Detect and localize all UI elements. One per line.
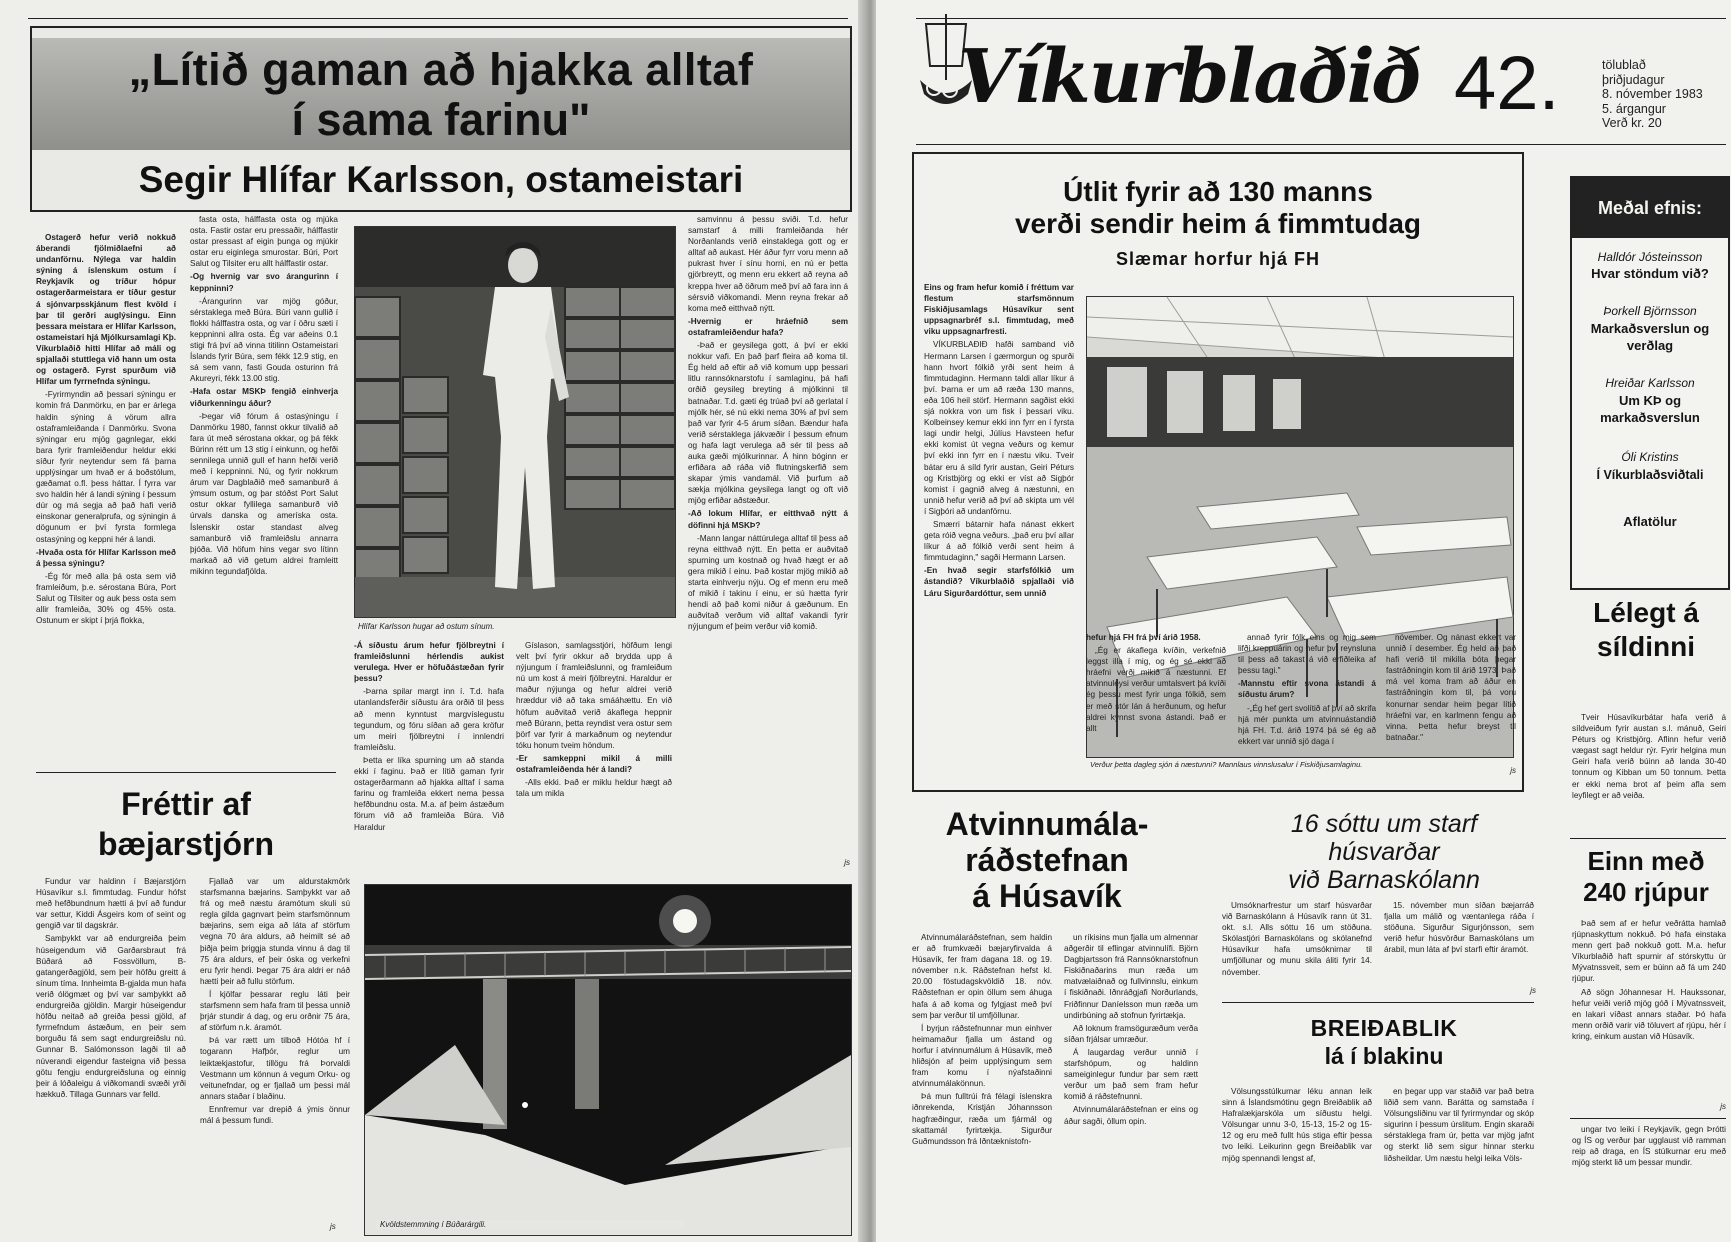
paragraph: -Ég fór með alla þá osta sem við framleiðum, þ.e. sérostana Búra, Port Salut og Tilsiter og auk þess osta sem allir framleiða, 30% og 45% osta. Ostunum er skipt í þrjá flokka, — [36, 571, 176, 626]
main-story-col1 — [36, 232, 176, 764]
caretaker-headline-line3: við Barnaskólann — [1288, 866, 1480, 894]
paragraph: Þá mun fulltrúi frá félagi íslenskra iðnrekenda, Kristján Jóhannsson hagfræðingur, ræða um fjármál og skattamál fyrirtækja. Sigurður Guðmundsson frá Iðntæknistofn- — [912, 1092, 1052, 1146]
issue-number: 42. — [1454, 41, 1560, 126]
paragraph: hefur hjá FH frá því árið 1958. — [1086, 633, 1201, 642]
conference-headline-line2: ráðstefnan — [965, 842, 1129, 878]
paragraph: Tveir Húsavíkurbátar hafa verið á síldveiðum fyrir austan s.l. mánuð, Geiri Péturs og Kristbjörg. Aflinn hefur verið vægast sagt heldur rýr. Fyrir helgina mun Geiri hafa verið búinn að landa 30-40 tonnum og Kibban um 50 tonnum. Þetta er ekki nema brot af þeim afla sem leyfilegt er að veiða. — [1572, 713, 1726, 800]
main-headline-line2: í sama farinu" — [291, 94, 591, 145]
paragraph: Fundur var haldinn í Bæjarstjórn Húsavíkur s.l. fimmtudag. Fundur hófst með hefðbundnum hætti á því að fundur var settur, Kiddi Ásgeirs kom of seint og gengið var til dagskrár. — [36, 877, 186, 931]
paragraph: Ostagerð hefur verið nokkuð áberandi fjölmiðlaefni að undanförnu. Nýlega var haldin sýning á íslenskum ostum í Reykjavík og tríður hópur ostagerðarmeistara er tíður gestur á sjónvarpsskjánum flest kvöld í þar til gerðri auglýsingu. Einn þessara meistara er Hlífar Karlsson, ostameistari hjá Mjólkursamlagi Kþ. Víkurblaðið hitti Hlífar að máli og spjallaði stuttlega við hann um osta og ostagerð. Fyrst spurðum við Hlífar um fyrrnefnda sýningu. — [36, 233, 176, 387]
paragraph: Smærri bátarnir hafa nánast ekkert geta róið vegna veðurs. „það eru því allar líkur á að fólkið verði sent heim á fimmtudaginn," sagði Hermann Larsen. — [924, 519, 1074, 563]
intro: Eins og fram hefur komið í fréttum var flestum starfsmönnum Fiskiðjusamlags Húsavíkur sent uppsagnarbréf s.l. fimmtudag, með viku uppsagnarfresti. — [924, 283, 1074, 337]
main-story-col4 — [516, 640, 672, 799]
paragraph: Þá var rætt um tilboð Hótóa hf í togarann Hafþór, reglur um leiktækjastofur, tillögu frá Þorvaldi Vestmann um könnun á vegum Orku- og veitunefndar, og er fjallað um þessi mál annars staðar í blaðinu. — [200, 1036, 350, 1101]
contents-topic: Aflatölur — [1623, 514, 1677, 529]
paragraph: Í kjölfar þessarar reglu láti þeir starfsmenn sem hafa fram til þessa unnið þrjár stundir á dag, og eru orðnir 75 ára, af störfum n.k. áramót. — [200, 989, 350, 1033]
right-page — [876, 0, 1731, 1242]
paragraph: Að loknum framsöguræðum verða síðan frjálsar umræður. — [1064, 1023, 1198, 1044]
contents-topic: Markaðsverslun og verðlag — [1590, 321, 1710, 353]
paragraph: VÍKURBLAÐIÐ hafði samband við Hermann Larsen í gærmorgun og spurði hann hvort fólkið yrði sent heim á fimmtudaginn. Hermann taldi allar líkur á því. Þarna er um að ræða 130 manns, eða 106 heil störf. Hermann sagðist ekki sjá nokkra von um fisk í þessari viku. Kolbeinsey kemur ekki inn fyrr en í fyrsta lagi undir helgi, Júlíus Havsteen hefur ekki komist út vegna veðurs og kemur því ekki inn fyrr en í næstu viku. Tveir bátar eru á síld fyrir austan, Geiri Péturs og Kristbjörg og ekki er víst að Sigþór komist í gagnið alveg á næstunni, en unnið hefur verið að því að skipta um vél í Sigþóri að undanförnu. — [924, 340, 1074, 516]
paragraph: Það sem af er hefur veðrátta hamlað rjúpnaskyttum nokkuð. Þó hafa einstaka menn gert það nokkuð gott. M.a. hefur Víkurblaðið haft spurnir af stórskyttu úr Mývatnssveit, sem er búinn að fá um 240 rjúpur. — [1572, 919, 1726, 984]
contents-topic: Í Víkurblaðsviðtali — [1596, 468, 1704, 482]
paragraph: Á laugardag verður unnið í starfshópum, og haldinn sameiginlegur fundur þar sem rætt verður um það sem fram hefur komið á ráðstefnunni. — [1064, 1047, 1198, 1102]
conference-headline-line3: á Húsavík — [972, 878, 1122, 914]
herring-body — [1572, 712, 1726, 832]
fish-plant-photo-caption: Verður þetta dagleg sjón á næstunni? Mannlaus vinnslusalur í Fiskiðjusamlaginu. — [1090, 760, 1363, 769]
lead-col3 — [1238, 632, 1376, 782]
contents-title: Meðal efnis: — [1597, 198, 1703, 218]
masthead-title: Víkurblaðið — [958, 34, 1421, 120]
ptarmigan-signature: js — [1720, 1102, 1726, 1111]
breidablik-headline-line1: BREIÐABLIK — [1310, 1015, 1458, 1041]
paragraph: en þegar upp var staðið var það betra liðið sem vann. Barátta og samstaða í Völsungsliðinu var til fyrirmyndar og skóp sigurinn í þessum úrslitum. Engin skaraði sérstaklega fram úr, þetta var mjög jafnt og sterkt lið sem sigur hinnar sterku liðsheildar. Um næstu helgi leika Völs- — [1384, 1087, 1534, 1163]
paragraph: -Mann langar náttúrulega alltaf til þess að reyna eitthvað nýtt. En þetta er auðvitað spurning um kostnað og hvað hægt er að gera mikið í einu. Það kostar mjög mikið að starta einhverju nýju. Og ef menn eru með of mikið í takinu í einu, er sú hætta fyrir hendi að það komi niður á gæðunum. En auðvitað verðum við alltaf vakandi fyrir nýjungum ef þeim verður við komið. — [688, 533, 848, 632]
caretaker-headline-line1: 16 sóttu um starf — [1290, 810, 1478, 838]
paragraph: -„Ég hef gert svolítið af því að skrifa hjá mér punkta um atvinnuástandið hjá FH. T.d. árið 1974 þá sé ég að ekkert var unnið sjö daga í — [1238, 703, 1376, 746]
paragraph: annað fyrir fólk eins og mig sem lifði kreppuárin og hefur því reynsluna til þess að takast á við erfiðleika af þessu tagi." — [1238, 633, 1376, 676]
council-headline-line1: Fréttir af — [121, 786, 251, 822]
council-signature: js — [330, 1222, 336, 1231]
main-story-col3 — [354, 640, 504, 832]
conference-col2 — [1064, 932, 1198, 1232]
paragraph: -Þarna spilar margt inn í. T.d. hafa utanlandsferðir síðustu ára orðið til þess að menn kynntust margvíslegustu tegundum, og fóru síðan að gera kröfur um meiri fjölbreytni í innlendri framleiðslu. — [354, 687, 504, 752]
section-rule — [36, 772, 336, 773]
issue-price: Verð kr. 20 — [1602, 116, 1662, 130]
paragraph: Þetta er líka spurning um að standa ekki í faginu. Það er lítið gaman fyrir ostagerðarmann að hjakka alltaf í sama farinu og framleiða ekkert nema þessa hefðbundnu osta. M.a. af þeim ástæðum förum við að framleiða Búra. Við Haraldur — [354, 755, 504, 832]
caretaker-headline — [1212, 810, 1556, 894]
caretaker-signature: js — [1530, 986, 1536, 995]
paragraph: ungar tvo leiki í Reykjavík, gegn Þrótti og ÍS og verður þar ugglaust við ramman reip að draga, en ÍS stúlkurnar eru með mjög sterkt lið um þessar mundir. — [1572, 1125, 1726, 1168]
cheesemaker-photo — [354, 226, 676, 618]
caretaker-col2 — [1384, 900, 1534, 1000]
issue-info — [1602, 58, 1730, 131]
paragraph: Gíslason, samlagsstjóri, höfðum lengi velt því fyrir okkur að brydda upp á nýjungum í framleiðslunni, og framleiðum nú um kost á meiri fjölbreytni. Haraldur er maður nýjunga og hefur aldrei verið hræddur við að taka smááhættu. En við höfum auðvitað verið ákaflega heppnir með Búrann, þetta reyndist vera ostur sem þörf var fyrir á markaðnum og neytendur tóku honum tveim höndum. — [516, 641, 672, 750]
lead-col2 — [1086, 632, 1226, 782]
issue-label: tölublað — [1602, 58, 1646, 72]
paragraph: -Þegar við fórum á ostasýningu í Danmörku 1980, fannst okkur tilvalið að fara út með sérostana okkar, og þá fékk Búrinn rétt um 13 stig í einkunn, og hefði sennilega unnið gull ef hann hefði verið með í keppninni. Nú, og fyrir nokkrum árum var Dagblaðið með samanburð á ýmsum ostum, og þar stóðst Port Salut ostur okkar fyllilega samanburð við úrvals danska og ameríska osta. Íslenskir ostar standast alveg samanburð við framleiðslu annarra þjóða. Við höfum hins vegar svo lítinn markað að við getum aldrei framleitt mikinn tegundafjölda. — [190, 411, 338, 576]
conference-headline-line1: Atvinnumála- — [945, 806, 1149, 842]
paragraph: -Fyrirmyndin að þessari sýningu er komin frá Danmörku, en þar er árlega haldin sýning á vörum allra ostaframleiðanda í Danmörku. Svona sýningar eru mjög gagnlegar, ekki bara fyrir framleiðendur heldur ekki síður fyrir neytendur sem fá þarna upplýsingar um hvað er á boðstólum, gæðamat o.fl. þess háttar. Í fyrra var svo haldin hér á landi sýning í þessum dúr og má segja að það hafi verið einskonar generalprufa, og sýningin á dögunum er því fyrsta formlega ostasýning og keppni hér á landi. — [36, 390, 176, 544]
main-headline-line1: „Lítið gaman að hjakka alltaf — [128, 44, 754, 95]
section-rule — [1570, 838, 1726, 839]
question: -Á síðustu árum hefur fjölbreytni í framleiðslunni hérlendis aukist verulega. Hver er höfuðástæðan fyrir þessu? — [354, 641, 504, 684]
section-rule — [1570, 1118, 1726, 1119]
paragraph: Fjallað var um aldurstakmörk starfsmanna bæjarins. Samþykkt var að frá og með næstu áramótum skuli sú regla gilda gagnvart þeim starfsmönnum bæjarins, sem eiga að láta af störfum vegna 70 ára aldurs, að heimilt sé að þiðja þeim þriggja stunda vinnu á dag til 75 ára aldurs, ef þeir óska og verkefni eru fyrir hendi. Þegar 75 ára aldri er náð hætti þeir að fullu störfum. — [200, 877, 350, 986]
question: -Að lokum Hlífar, er eitthvað nýtt á döfinni hjá MSKÞ? — [688, 509, 848, 530]
paragraph: fasta osta, hálffasta osta og mjúka osta. Fastir ostar eru pressaðir, hálffastir ostar pressast af eigin þunga og mjúkir ostar eru eiginlega smurostar. Búri, Port Salut og Tilsiter eru allt hálffastir ostar. — [190, 215, 338, 269]
paragraph: Umsóknarfrestur um starf húsvarðar við Barnaskólann á Húsavík rann út 31. okt. s.l. Alls sóttu 16 um stöðuna. Skólastjóri Barnaskólans og skólanefnd Húsavíkur hafa umsóknirnar til umfjöllunar og munu skila áliti fyrir 14. nóvember. — [1222, 901, 1372, 977]
question: -Og hvernig var svo árangurinn í keppninni? — [190, 272, 338, 293]
cheesemaker-illustration — [355, 227, 675, 617]
breidablik-col2 — [1384, 1086, 1534, 1236]
paragraph: un ríkisins mun fjalla um almennar aðgerðir til eflingar atvinnulífi. Björn Dagbjartsson frá Rannsóknarstofnun Fiskiðnaðarins mun ræða um matvælaiðnað og fullvinnslu, einkum í fiskiðnaði. Iðnráðgjafi Norðurlands, Friðfinnur Daníelsson mun ræða um undirbúning að stofnun fyrirtækja. — [1064, 933, 1198, 1020]
contents-author: Þorkell Björnsson — [1603, 304, 1697, 318]
question: -Hvaða osta fór Hlífar Karlsson með á þessa sýningu? — [36, 547, 176, 568]
question: -Mannstu eftir svona ástandi á síðustu árum? — [1238, 679, 1376, 700]
lead-signature: js — [1510, 766, 1516, 775]
paragraph: nóvember. Og nánast ekkert var unnið í desember. Ég held að það hafi verið til mikilla bóta þegar fastráðningin kom til árið 1973. Það má vel koma fram að áður en fastráðningin kom til, þá voru konurnar sendar heim þegar lítið hráefni var, en karlmenn fengu að vinna. Þetta hefur breyst til batnaðar." — [1386, 633, 1516, 742]
paragraph: Atvinnumálaráðstefnan, sem haldin er að frumkvæði bæjaryfirvalda á Húsavík, fer fram dagana 18. og 19. nóvember n.k. Ráðstefnan hefst kl. 20.00 föstudagskvöldið 18. nóv. Ráðstefnan er opin öllum sem áhuga hafa á að koma og fylgjast með því sem þar verður til umfjöllunar. — [912, 933, 1052, 1020]
paragraph: „Ég er ákaflega kvíðin, verkefnið leggst illa í mig, og ég sé ekki að hráefni verði mikið á næstunni. Ef atvinnuleysi verður umtalsvert þá kvíði ég þessu mest fyrir unga fólkið, sem er með stór lán á herðunum, og hefur aldrei kynnst svona ástandi. Það er allt — [1086, 646, 1226, 733]
lead-subheadline: Slæmar horfur hjá FH — [1115, 249, 1321, 269]
main-story-col2 — [190, 214, 338, 764]
question: -En hvað segir starfsfólkið um ástandið? Víkurblaðið spjallaði við Láru Sigurðardóttur, sem unnið — [924, 566, 1074, 598]
paragraph: Í byrjun ráðstefnunnar mun einhver heimamaður fjalla um ástand og horfur í atvinnumálum á Húsavík, með hliðsjón af þeim upplýsingum sem fram komu í nýafstaðinni atvinnumálakönnun. — [912, 1023, 1052, 1089]
masthead-bottom-rule — [916, 144, 1726, 145]
caretaker-headline-line2: húsvarðar — [1328, 838, 1440, 866]
paragraph: Að sögn Jóhannesar H. Haukssonar, hefur veiði verið mjög góð í Mývatnssveit, en lakari víðast annars staðar. Þó hafa menn orðið varir við töluvert af rjúpu, hér í kring, einkum austan við Húsavík. — [1572, 987, 1726, 1041]
contents-author: Hreiðar Karlsson — [1605, 376, 1695, 390]
council-col2 — [200, 876, 350, 1232]
conference-col1 — [912, 932, 1052, 1232]
breidablik-col1 — [1222, 1086, 1372, 1236]
ptarmigan-headline: Einn með 240 rjúpur — [1583, 846, 1709, 907]
paragraph: Samþykkt var að endurgreiða þeim húseigendum við Garðarsbraut frá Búðará að Fossvöllum, B-gatangerðagjöld, sem þeir höfðu greitt á sínum tíma. Innheimta B-gjalda mun hafa verið ólögmæt og því var samþykkt að endurgreiða gjöldin. Margir húseigendur höfðu neitað að greiða þessi gjöld, af fyrrnefndum ástæðum, en þeir sem borguðu fá sem sagt endurgreiðslu nú. Gunnar B. Salómonsson lagði til að núverandi eigendur fasteigna við þessa götu fengju endurgreiðsluna og einnig þeir á lóðaleigu á viðkomandi svæði yrði hækkuð. Tillaga Gunnars var felld. — [36, 934, 186, 1099]
section-rule — [1222, 1002, 1534, 1003]
masthead-top-rule — [916, 18, 1726, 19]
lead-headline-line1: Útlit fyrir að 130 manns — [1063, 176, 1373, 207]
top-rule — [28, 18, 848, 19]
night-photo-caption: Kvöldstemmning í Búðarárgili. — [376, 1220, 684, 1229]
main-headline-box — [30, 26, 852, 212]
lead-col1 — [924, 282, 1074, 782]
paragraph: samvinnu á þessu sviði. T.d. hefur samstarf á milli framleiðanda hér Norðanlands verið einstaklega gott og er alltaf að aukast. Hér áður fyrr voru menn að pukrast hver í sínu horni, en nú er þetta gjörbreytt, og menn eru ekkert að reyna að kreppa hver að öðrum með því að fara inn á sérsvið viðkomandi. Menn reyna frekar að koma með eitthvað nýtt. — [688, 215, 848, 313]
issue-volume: 5. árgangur — [1602, 101, 1666, 116]
issue-weekday: þriðjudagur — [1602, 72, 1665, 87]
question: -Er samkeppni mikil á milli ostaframleiðenda hér á landi? — [516, 753, 672, 775]
contents-topic: Hvar stöndum við? — [1591, 266, 1709, 281]
paragraph: -Alls ekki. Það er miklu heldur hægt að tala um mikla — [516, 778, 672, 799]
main-story-col5 — [688, 214, 848, 780]
paragraph: Atvinnumálaráðstefnan er eins og áður sagði, öllum opin. — [1064, 1105, 1198, 1126]
caretaker-col1 — [1222, 900, 1372, 1000]
council-headline-line2: bæjarstjórn — [97, 826, 275, 862]
contents-author: Óli Kristins — [1621, 450, 1679, 464]
contents-box — [1570, 176, 1730, 590]
breidablik-headline-line2: lá í blakinu — [1324, 1043, 1444, 1069]
contents-topic: Um KÞ og markaðsverslun — [1600, 393, 1700, 425]
main-subheadline: Segir Hlífar Karlsson, ostameistari — [138, 159, 744, 200]
cheesemaker-photo-caption: Hlífar Karlsson hugar að ostum sínum. — [358, 622, 495, 631]
paragraph: 15. nóvember mun síðan bæjarráð fjalla um málið og væntanlega ráða í stöðuna. Sigurður Sigurjónsson, sem verið hefur húsvörður Barnaskólans um árabil, mun láta af því starfi eftir áramót. — [1384, 901, 1534, 955]
question: -Hvernig er hráefnið sem ostaframleiðendur hafa? — [688, 316, 848, 337]
question: -Hafa ostar MSKÞ fengið einhverja viðurkenningu áður? — [190, 387, 338, 408]
ptarmigan-body — [1572, 918, 1726, 1112]
night-bridge-illustration — [365, 885, 851, 1235]
issue-date: 8. nóvember 1983 — [1602, 87, 1703, 101]
council-col1 — [36, 876, 186, 1232]
lead-col4 — [1386, 632, 1516, 782]
contents-author: Halldór Jósteinsson — [1597, 250, 1703, 264]
paragraph: -Árangurinn var mjög góður, sérstaklega með Búra. Búri vann gullið í flokki hálffastra osta, og var í öðru sæti í keppninni allra osta. Ég var aðeins 0.1 stigi frá því að vinna titilinn Ostameistari Íslands fyrir Búra, sem fékk 12.9 stig, en sá sem vann, fasti Gouda osturinn frá Akureyri, fékk 13.00 stig. — [190, 296, 338, 384]
lead-headline-line2: verði sendir heim á fimmtudag — [1014, 208, 1422, 239]
paragraph: Ennfremur var drepið á ýmis önnur mál á þessum fundi. — [200, 1104, 350, 1125]
paragraph: -Það er geysilega gott, á því er ekki nokkur vafi. En það þarf fleira að koma til. Ég held að eftir að við komum upp þessari litlu rannsóknarstofu í samlaginu, þá hafi orðið geysileg breyting á mjólkinni til batnaðar. T.d. gæti ég trúað því að gerlatal í mjólk hér, sé nú ekki nema 30% af því sem það var fyrir 4-5 árum síðan. Bændur hafa verið sérstaklega jákvæðir í þessum efnum og hafa lagt verulega að sér til þess að auka gæði mjólkurinnar. Á hinn bóginn er erfiðara að ráða við flutningskerfið sem skapar ýmis vandamál. Við þurfum að sækja mjólkina geysilega langt og oft við mjög erfiðar aðstæður. — [688, 341, 848, 506]
main-story-signature: js — [844, 858, 850, 867]
paragraph: Völsungsstúlkurnar léku annan leik sinn á Íslandsmótinu gegn Breiðablik að Hafralækjarskóla um síðustu helgi. Völsungar unnu 3-0, 15-13, 15-2 og 15-12 og eru með fullt hús stiga eftir þessa tvo leiki. Leikurinn gegn Breiðablik var mjög spennandi lengst af, — [1222, 1087, 1372, 1163]
herring-headline: Lélegt á síldinni — [1593, 597, 1699, 662]
breidablik-col3 — [1572, 1124, 1726, 1184]
night-photo — [364, 884, 852, 1236]
